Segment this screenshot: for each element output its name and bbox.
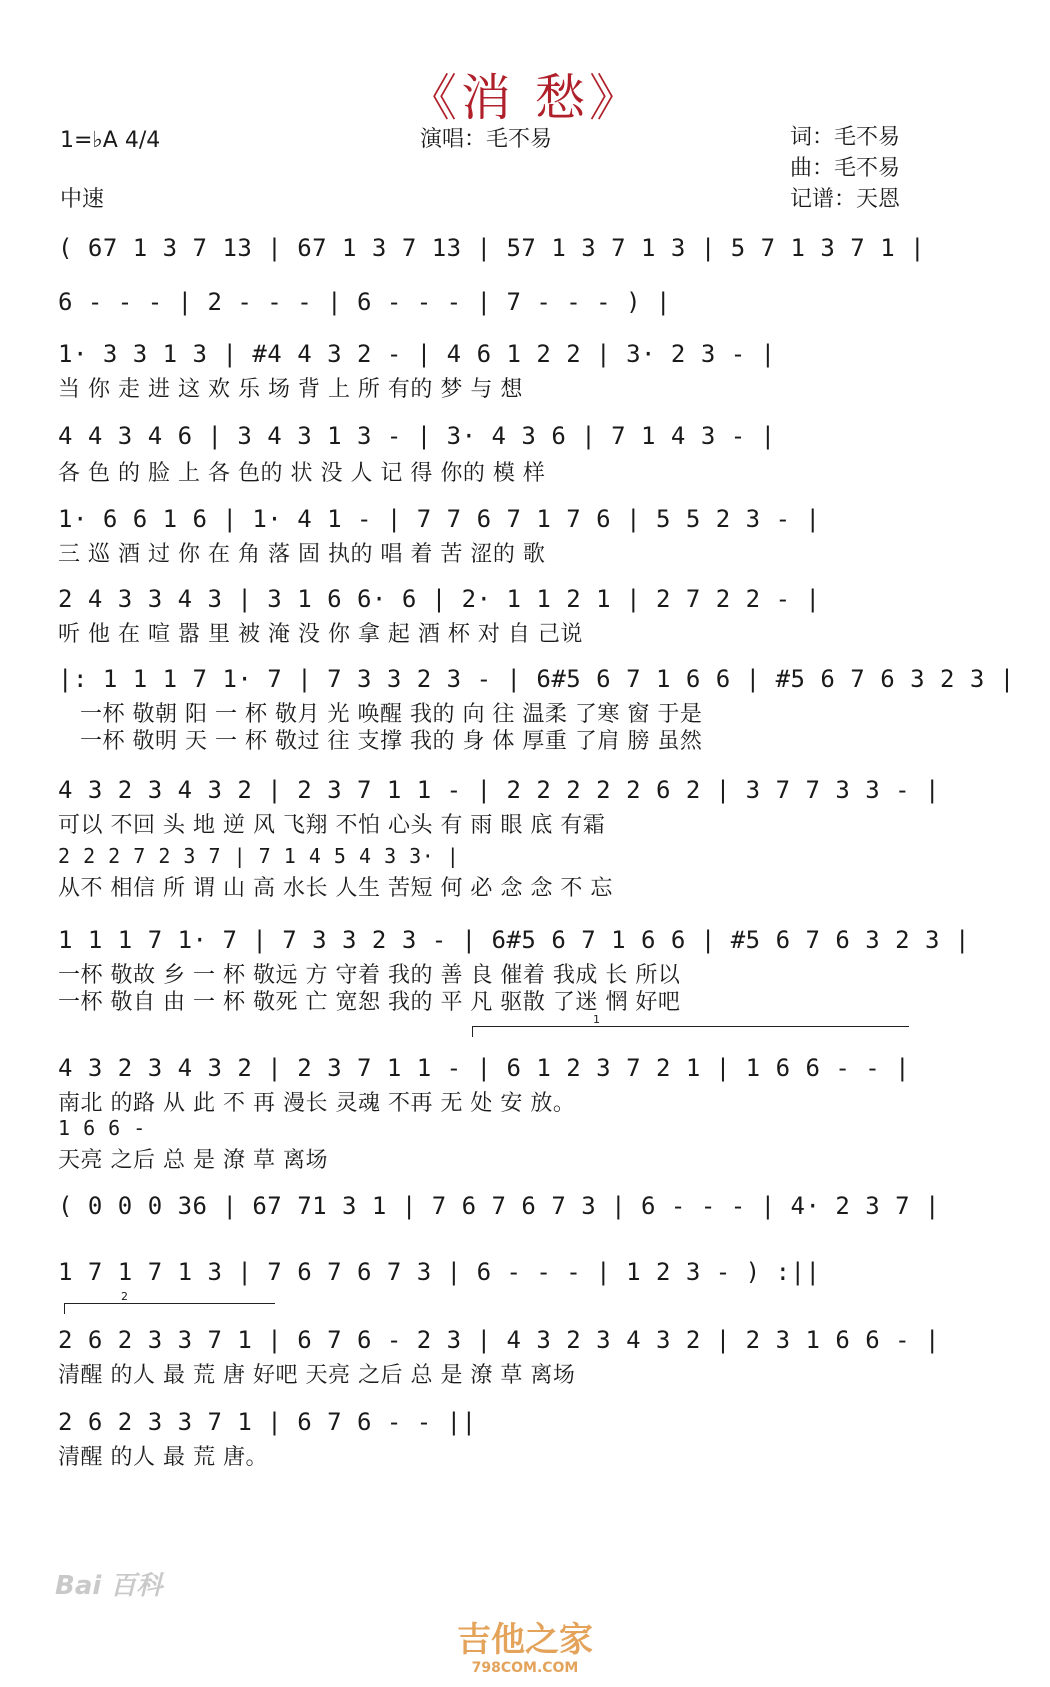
notes-row-alt: 2 2 2 7 2 3 7 | 7 1 4 5 4 3 3· | [58, 844, 460, 868]
notes-row: 2 6 2 3 3 7 1 | 6 7 6 - - || [58, 1408, 477, 1436]
volta-first-ending: 1 [472, 1026, 909, 1037]
volta-second-ending: 2 [64, 1303, 275, 1314]
lyric-line-verse2: 一杯 敬自 由 一 杯 敬死 亡 宽恕 我的 平 凡 驱散 了迷 惘 好吧 [58, 990, 681, 1015]
notes-row: 4 3 2 3 4 3 2 | 2 3 7 1 1 - | 2 2 2 2 2 6 2 | 3 7 7 3 3 - | [58, 776, 941, 804]
song-title: 《消 愁》 [407, 69, 643, 127]
tempo-mark: 中速 [60, 187, 105, 212]
lyric-line: 可以 不回 头 地 逆 风 飞翔 不怕 心头 有 雨 眼 底 有霜 [58, 813, 606, 838]
lyric-line: 南北 的路 从 此 不 再 漫长 灵魂 不再 无 处 安 放。 [58, 1091, 576, 1116]
composer-credit: 曲：毛不易 [790, 156, 901, 181]
lyric-line: 三 巡 酒 过 你 在 角 落 固 执的 唱 着 苦 涩的 歌 [58, 542, 546, 567]
notes-row: 2 6 2 3 3 7 1 | 6 7 6 - 2 3 | 4 3 2 3 4 3 2 | 2 3 1 6 6 - | [58, 1326, 941, 1354]
notes-row: ( 67 1 3 7 13 | 67 1 3 7 13 | 57 1 3 7 1 3 | 5 7 1 3 7 1 | [58, 234, 926, 262]
singer-credit: 演唱：毛不易 [420, 127, 553, 152]
jita-watermark: 吉他之家 [457, 1620, 593, 1660]
site-url-watermark: 798COM.COM [471, 1660, 579, 1676]
notes-row: 2 4 3 3 4 3 | 3 1 6 6· 6 | 2· 1 1 2 1 | 2 7 2 2 - | [58, 585, 821, 613]
notes-row: 1· 3 3 1 3 | #4 4 3 2 - | 4 6 1 2 2 | 3· 2 3 - | [58, 340, 776, 368]
lyric-line: 清醒 的人 最 荒 唐。 [58, 1445, 268, 1470]
lyric-line: 天亮 之后 总 是 潦 草 离场 [58, 1148, 328, 1173]
notes-row: |: 1 1 1 7 1· 7 | 7 3 3 2 3 - | 6#5 6 7 1 6 6 | #5 6 7 6 3 2 3 | [58, 665, 1015, 693]
notes-row: 4 3 2 3 4 3 2 | 2 3 7 1 1 - | 6 1 2 3 7 2 1 | 1 6 6 - - | [58, 1054, 911, 1082]
lyric-line: 各 色 的 脸 上 各 色的 状 没 人 记 得 你的 模 样 [58, 461, 546, 486]
lyricist-credit: 词：毛不易 [790, 125, 901, 150]
notes-row: 4 4 3 4 6 | 3 4 3 1 3 - | 3· 4 3 6 | 7 1 4 3 - | [58, 422, 776, 450]
lyric-line: 清醒 的人 最 荒 唐 好吧 天亮 之后 总 是 潦 草 离场 [58, 1363, 576, 1388]
lyric-line-verse2: 一杯 敬明 天 一 杯 敬过 往 支撑 我的 身 体 厚重 了肩 膀 虽然 [80, 729, 703, 754]
notes-row: 1· 6 6 1 6 | 1· 4 1 - | 7 7 6 7 1 7 6 | 5 5 2 3 - | [58, 505, 821, 533]
lyric-line: 一杯 敬朝 阳 一 杯 敬月 光 唤醒 我的 向 往 温柔 了寒 窗 于是 [80, 702, 703, 727]
transcriber-credit: 记谱：天恩 [790, 187, 901, 212]
lyric-line: 听 他 在 喧 嚣 里 被 淹 没 你 拿 起 酒 杯 对 自 己说 [58, 622, 583, 647]
notes-row-alt: 1 6 6 - [58, 1116, 146, 1140]
baidu-watermark: Bai 百科 [55, 1571, 163, 1601]
key-signature: 1=♭A 4/4 [60, 128, 161, 153]
notes-row: 1 7 1 7 1 3 | 7 6 7 6 7 3 | 6 - - - | 1 2 3 - ) :|| [58, 1258, 821, 1286]
lyric-line: 一杯 敬故 乡 一 杯 敬远 方 守着 我的 善 良 催着 我成 长 所以 [58, 963, 681, 988]
notes-row: ( 0 0 0 36 | 67 71 3 1 | 7 6 7 6 7 3 | 6 - - - | 4· 2 3 7 | [58, 1192, 941, 1220]
lyric-line: 当 你 走 进 这 欢 乐 场 背 上 所 有的 梦 与 想 [58, 377, 523, 402]
notes-row: 6 - - - | 2 - - - | 6 - - - | 7 - - - ) | [58, 288, 671, 316]
lyric-line: 从不 相信 所 谓 山 高 水长 人生 苦短 何 必 念 念 不 忘 [58, 876, 613, 901]
notes-row: 1 1 1 7 1· 7 | 7 3 3 2 3 - | 6#5 6 7 1 6 6 | #5 6 7 6 3 2 3 | [58, 926, 970, 954]
